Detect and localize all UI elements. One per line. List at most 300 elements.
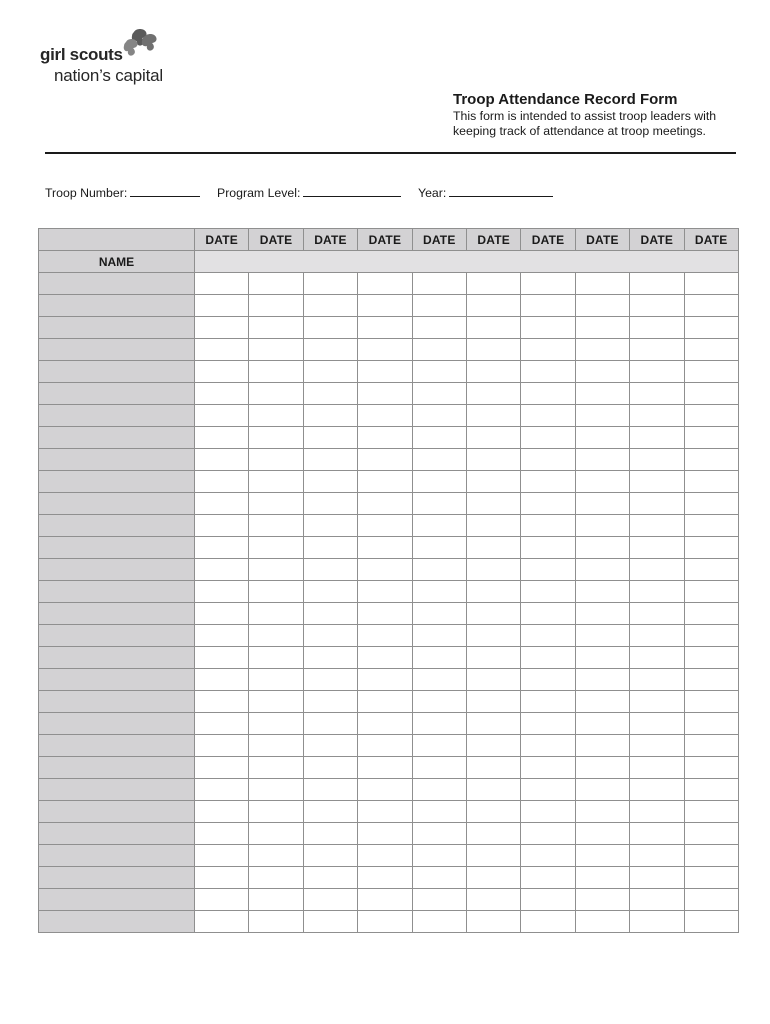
attendance-cell[interactable] <box>249 537 303 559</box>
attendance-cell[interactable] <box>358 295 412 317</box>
attendance-cell[interactable] <box>249 691 303 713</box>
name-cell[interactable] <box>39 735 195 757</box>
attendance-cell[interactable] <box>412 691 466 713</box>
attendance-cell[interactable] <box>466 603 520 625</box>
attendance-cell[interactable] <box>358 801 412 823</box>
date-column-header[interactable]: DATE <box>630 229 684 251</box>
attendance-cell[interactable] <box>358 427 412 449</box>
name-cell[interactable] <box>39 647 195 669</box>
attendance-cell[interactable] <box>249 823 303 845</box>
attendance-cell[interactable] <box>521 867 575 889</box>
attendance-cell[interactable] <box>630 713 684 735</box>
attendance-cell[interactable] <box>195 361 249 383</box>
attendance-cell[interactable] <box>630 691 684 713</box>
name-cell[interactable] <box>39 669 195 691</box>
attendance-cell[interactable] <box>303 779 357 801</box>
attendance-cell[interactable] <box>249 625 303 647</box>
attendance-cell[interactable] <box>249 867 303 889</box>
attendance-cell[interactable] <box>575 911 629 933</box>
date-column-header[interactable]: DATE <box>466 229 520 251</box>
attendance-cell[interactable] <box>684 361 738 383</box>
attendance-cell[interactable] <box>521 339 575 361</box>
attendance-cell[interactable] <box>249 427 303 449</box>
attendance-cell[interactable] <box>303 361 357 383</box>
attendance-cell[interactable] <box>249 405 303 427</box>
attendance-cell[interactable] <box>412 625 466 647</box>
attendance-cell[interactable] <box>521 889 575 911</box>
attendance-cell[interactable] <box>521 405 575 427</box>
attendance-cell[interactable] <box>412 361 466 383</box>
attendance-cell[interactable] <box>303 713 357 735</box>
attendance-cell[interactable] <box>684 317 738 339</box>
program-level-blank[interactable] <box>303 184 401 197</box>
date-column-header[interactable]: DATE <box>249 229 303 251</box>
attendance-cell[interactable] <box>358 515 412 537</box>
attendance-cell[interactable] <box>466 779 520 801</box>
attendance-cell[interactable] <box>249 801 303 823</box>
attendance-cell[interactable] <box>412 801 466 823</box>
attendance-cell[interactable] <box>303 691 357 713</box>
attendance-cell[interactable] <box>684 581 738 603</box>
attendance-cell[interactable] <box>358 493 412 515</box>
attendance-cell[interactable] <box>466 339 520 361</box>
attendance-cell[interactable] <box>412 911 466 933</box>
attendance-cell[interactable] <box>575 493 629 515</box>
attendance-cell[interactable] <box>521 757 575 779</box>
name-cell[interactable] <box>39 889 195 911</box>
attendance-cell[interactable] <box>684 273 738 295</box>
attendance-cell[interactable] <box>303 801 357 823</box>
attendance-cell[interactable] <box>521 295 575 317</box>
attendance-cell[interactable] <box>521 603 575 625</box>
attendance-cell[interactable] <box>303 867 357 889</box>
attendance-cell[interactable] <box>630 339 684 361</box>
attendance-cell[interactable] <box>630 383 684 405</box>
attendance-cell[interactable] <box>358 823 412 845</box>
attendance-cell[interactable] <box>195 911 249 933</box>
attendance-cell[interactable] <box>466 801 520 823</box>
attendance-cell[interactable] <box>249 845 303 867</box>
attendance-cell[interactable] <box>195 801 249 823</box>
attendance-cell[interactable] <box>358 361 412 383</box>
attendance-cell[interactable] <box>303 493 357 515</box>
attendance-cell[interactable] <box>195 339 249 361</box>
attendance-cell[interactable] <box>303 339 357 361</box>
attendance-cell[interactable] <box>303 603 357 625</box>
attendance-cell[interactable] <box>358 647 412 669</box>
attendance-cell[interactable] <box>358 845 412 867</box>
attendance-cell[interactable] <box>521 845 575 867</box>
attendance-cell[interactable] <box>684 867 738 889</box>
attendance-cell[interactable] <box>575 647 629 669</box>
attendance-cell[interactable] <box>521 801 575 823</box>
name-cell[interactable] <box>39 493 195 515</box>
year-field[interactable] <box>418 184 553 200</box>
attendance-cell[interactable] <box>249 779 303 801</box>
attendance-cell[interactable] <box>303 757 357 779</box>
attendance-cell[interactable] <box>466 647 520 669</box>
attendance-cell[interactable] <box>466 735 520 757</box>
troop-number-blank[interactable] <box>130 184 200 197</box>
attendance-cell[interactable] <box>195 471 249 493</box>
attendance-cell[interactable] <box>521 691 575 713</box>
attendance-cell[interactable] <box>521 559 575 581</box>
attendance-cell[interactable] <box>466 493 520 515</box>
attendance-cell[interactable] <box>575 449 629 471</box>
attendance-cell[interactable] <box>249 515 303 537</box>
attendance-cell[interactable] <box>249 713 303 735</box>
attendance-cell[interactable] <box>466 867 520 889</box>
attendance-cell[interactable] <box>195 867 249 889</box>
attendance-cell[interactable] <box>249 889 303 911</box>
attendance-cell[interactable] <box>412 867 466 889</box>
attendance-cell[interactable] <box>630 405 684 427</box>
attendance-cell[interactable] <box>466 691 520 713</box>
attendance-cell[interactable] <box>466 911 520 933</box>
attendance-cell[interactable] <box>575 405 629 427</box>
date-column-header[interactable]: DATE <box>358 229 412 251</box>
attendance-cell[interactable] <box>575 779 629 801</box>
attendance-cell[interactable] <box>684 471 738 493</box>
name-cell[interactable] <box>39 713 195 735</box>
attendance-cell[interactable] <box>466 757 520 779</box>
attendance-cell[interactable] <box>195 889 249 911</box>
attendance-cell[interactable] <box>521 713 575 735</box>
attendance-cell[interactable] <box>412 471 466 493</box>
attendance-cell[interactable] <box>358 317 412 339</box>
attendance-cell[interactable] <box>303 427 357 449</box>
date-column-header[interactable]: DATE <box>684 229 738 251</box>
attendance-cell[interactable] <box>249 669 303 691</box>
attendance-cell[interactable] <box>195 757 249 779</box>
attendance-cell[interactable] <box>521 625 575 647</box>
attendance-cell[interactable] <box>521 581 575 603</box>
name-cell[interactable] <box>39 911 195 933</box>
attendance-cell[interactable] <box>466 471 520 493</box>
attendance-cell[interactable] <box>358 339 412 361</box>
attendance-cell[interactable] <box>630 823 684 845</box>
attendance-cell[interactable] <box>466 845 520 867</box>
attendance-cell[interactable] <box>358 581 412 603</box>
attendance-cell[interactable] <box>303 515 357 537</box>
name-cell[interactable] <box>39 405 195 427</box>
attendance-cell[interactable] <box>684 339 738 361</box>
attendance-cell[interactable] <box>412 823 466 845</box>
attendance-cell[interactable] <box>521 735 575 757</box>
attendance-cell[interactable] <box>412 427 466 449</box>
attendance-cell[interactable] <box>575 383 629 405</box>
attendance-cell[interactable] <box>684 669 738 691</box>
attendance-cell[interactable] <box>684 845 738 867</box>
date-column-header[interactable]: DATE <box>303 229 357 251</box>
attendance-cell[interactable] <box>630 537 684 559</box>
attendance-cell[interactable] <box>358 691 412 713</box>
attendance-cell[interactable] <box>358 735 412 757</box>
name-cell[interactable] <box>39 867 195 889</box>
attendance-cell[interactable] <box>466 713 520 735</box>
attendance-cell[interactable] <box>575 515 629 537</box>
attendance-cell[interactable] <box>521 427 575 449</box>
attendance-cell[interactable] <box>195 779 249 801</box>
date-column-header[interactable]: DATE <box>412 229 466 251</box>
attendance-cell[interactable] <box>249 449 303 471</box>
attendance-cell[interactable] <box>195 537 249 559</box>
name-cell[interactable] <box>39 515 195 537</box>
attendance-cell[interactable] <box>195 691 249 713</box>
attendance-cell[interactable] <box>195 493 249 515</box>
attendance-cell[interactable] <box>358 405 412 427</box>
attendance-cell[interactable] <box>521 515 575 537</box>
attendance-cell[interactable] <box>412 295 466 317</box>
attendance-cell[interactable] <box>630 471 684 493</box>
attendance-cell[interactable] <box>684 801 738 823</box>
attendance-cell[interactable] <box>630 801 684 823</box>
attendance-cell[interactable] <box>412 449 466 471</box>
attendance-cell[interactable] <box>630 669 684 691</box>
attendance-cell[interactable] <box>412 383 466 405</box>
attendance-cell[interactable] <box>521 273 575 295</box>
attendance-cell[interactable] <box>358 383 412 405</box>
attendance-cell[interactable] <box>575 757 629 779</box>
attendance-cell[interactable] <box>521 493 575 515</box>
attendance-cell[interactable] <box>684 779 738 801</box>
attendance-cell[interactable] <box>630 581 684 603</box>
attendance-cell[interactable] <box>195 449 249 471</box>
attendance-cell[interactable] <box>630 757 684 779</box>
attendance-cell[interactable] <box>195 405 249 427</box>
date-column-header[interactable]: DATE <box>195 229 249 251</box>
attendance-cell[interactable] <box>195 515 249 537</box>
attendance-cell[interactable] <box>195 823 249 845</box>
attendance-cell[interactable] <box>684 691 738 713</box>
attendance-cell[interactable] <box>521 383 575 405</box>
attendance-cell[interactable] <box>521 669 575 691</box>
attendance-cell[interactable] <box>630 625 684 647</box>
attendance-cell[interactable] <box>195 713 249 735</box>
attendance-cell[interactable] <box>195 559 249 581</box>
attendance-cell[interactable] <box>249 361 303 383</box>
name-cell[interactable] <box>39 779 195 801</box>
name-cell[interactable] <box>39 603 195 625</box>
attendance-cell[interactable] <box>249 603 303 625</box>
attendance-cell[interactable] <box>358 713 412 735</box>
attendance-cell[interactable] <box>303 845 357 867</box>
attendance-cell[interactable] <box>684 911 738 933</box>
name-cell[interactable] <box>39 317 195 339</box>
attendance-cell[interactable] <box>412 713 466 735</box>
attendance-cell[interactable] <box>575 867 629 889</box>
attendance-cell[interactable] <box>575 559 629 581</box>
attendance-cell[interactable] <box>684 603 738 625</box>
attendance-cell[interactable] <box>630 449 684 471</box>
attendance-cell[interactable] <box>466 273 520 295</box>
name-cell[interactable] <box>39 559 195 581</box>
name-cell[interactable] <box>39 581 195 603</box>
attendance-cell[interactable] <box>195 669 249 691</box>
attendance-cell[interactable] <box>303 405 357 427</box>
attendance-cell[interactable] <box>630 317 684 339</box>
attendance-cell[interactable] <box>521 449 575 471</box>
attendance-cell[interactable] <box>684 647 738 669</box>
attendance-cell[interactable] <box>466 559 520 581</box>
attendance-cell[interactable] <box>195 317 249 339</box>
attendance-cell[interactable] <box>303 823 357 845</box>
attendance-cell[interactable] <box>412 317 466 339</box>
attendance-cell[interactable] <box>303 911 357 933</box>
date-column-header[interactable]: DATE <box>521 229 575 251</box>
attendance-cell[interactable] <box>358 537 412 559</box>
attendance-cell[interactable] <box>249 493 303 515</box>
attendance-cell[interactable] <box>412 779 466 801</box>
attendance-cell[interactable] <box>195 295 249 317</box>
attendance-cell[interactable] <box>303 471 357 493</box>
attendance-cell[interactable] <box>575 713 629 735</box>
attendance-cell[interactable] <box>466 625 520 647</box>
attendance-cell[interactable] <box>630 295 684 317</box>
attendance-cell[interactable] <box>358 449 412 471</box>
name-cell[interactable] <box>39 757 195 779</box>
attendance-cell[interactable] <box>575 889 629 911</box>
attendance-cell[interactable] <box>412 757 466 779</box>
attendance-cell[interactable] <box>466 889 520 911</box>
attendance-cell[interactable] <box>630 493 684 515</box>
name-cell[interactable] <box>39 691 195 713</box>
attendance-cell[interactable] <box>575 603 629 625</box>
attendance-cell[interactable] <box>684 713 738 735</box>
name-cell[interactable] <box>39 383 195 405</box>
attendance-cell[interactable] <box>249 911 303 933</box>
attendance-cell[interactable] <box>466 317 520 339</box>
attendance-cell[interactable] <box>684 515 738 537</box>
attendance-cell[interactable] <box>303 559 357 581</box>
program-level-field[interactable] <box>217 184 401 200</box>
attendance-cell[interactable] <box>575 691 629 713</box>
attendance-cell[interactable] <box>630 515 684 537</box>
name-cell[interactable] <box>39 449 195 471</box>
attendance-cell[interactable] <box>630 361 684 383</box>
attendance-cell[interactable] <box>684 823 738 845</box>
attendance-cell[interactable] <box>412 537 466 559</box>
attendance-cell[interactable] <box>358 471 412 493</box>
attendance-cell[interactable] <box>466 669 520 691</box>
attendance-cell[interactable] <box>249 471 303 493</box>
attendance-cell[interactable] <box>684 735 738 757</box>
attendance-cell[interactable] <box>575 669 629 691</box>
attendance-cell[interactable] <box>412 889 466 911</box>
attendance-cell[interactable] <box>630 427 684 449</box>
attendance-cell[interactable] <box>195 735 249 757</box>
attendance-cell[interactable] <box>684 295 738 317</box>
attendance-cell[interactable] <box>412 735 466 757</box>
attendance-cell[interactable] <box>249 383 303 405</box>
attendance-cell[interactable] <box>358 779 412 801</box>
attendance-cell[interactable] <box>358 757 412 779</box>
attendance-cell[interactable] <box>521 361 575 383</box>
attendance-cell[interactable] <box>358 889 412 911</box>
attendance-cell[interactable] <box>684 405 738 427</box>
attendance-cell[interactable] <box>412 273 466 295</box>
name-cell[interactable] <box>39 625 195 647</box>
attendance-cell[interactable] <box>358 559 412 581</box>
attendance-cell[interactable] <box>630 559 684 581</box>
attendance-cell[interactable] <box>412 845 466 867</box>
attendance-cell[interactable] <box>684 427 738 449</box>
attendance-cell[interactable] <box>575 735 629 757</box>
attendance-cell[interactable] <box>249 295 303 317</box>
attendance-cell[interactable] <box>195 581 249 603</box>
attendance-cell[interactable] <box>466 383 520 405</box>
attendance-cell[interactable] <box>303 581 357 603</box>
attendance-cell[interactable] <box>195 625 249 647</box>
attendance-cell[interactable] <box>303 537 357 559</box>
attendance-cell[interactable] <box>249 559 303 581</box>
attendance-cell[interactable] <box>412 559 466 581</box>
name-cell[interactable] <box>39 845 195 867</box>
attendance-cell[interactable] <box>575 801 629 823</box>
attendance-cell[interactable] <box>575 625 629 647</box>
attendance-cell[interactable] <box>303 625 357 647</box>
attendance-cell[interactable] <box>358 911 412 933</box>
attendance-cell[interactable] <box>249 757 303 779</box>
attendance-cell[interactable] <box>195 383 249 405</box>
attendance-cell[interactable] <box>684 537 738 559</box>
attendance-cell[interactable] <box>466 361 520 383</box>
attendance-cell[interactable] <box>630 647 684 669</box>
name-cell[interactable] <box>39 295 195 317</box>
attendance-cell[interactable] <box>575 339 629 361</box>
attendance-cell[interactable] <box>466 515 520 537</box>
attendance-cell[interactable] <box>630 603 684 625</box>
year-blank[interactable] <box>449 184 553 197</box>
name-cell[interactable] <box>39 471 195 493</box>
attendance-cell[interactable] <box>575 317 629 339</box>
attendance-cell[interactable] <box>575 427 629 449</box>
attendance-cell[interactable] <box>684 449 738 471</box>
attendance-cell[interactable] <box>412 515 466 537</box>
attendance-cell[interactable] <box>412 493 466 515</box>
attendance-cell[interactable] <box>195 647 249 669</box>
date-column-header[interactable]: DATE <box>575 229 629 251</box>
attendance-cell[interactable] <box>466 405 520 427</box>
attendance-cell[interactable] <box>630 779 684 801</box>
attendance-cell[interactable] <box>684 889 738 911</box>
attendance-cell[interactable] <box>249 647 303 669</box>
attendance-cell[interactable] <box>249 273 303 295</box>
attendance-cell[interactable] <box>358 603 412 625</box>
attendance-cell[interactable] <box>575 295 629 317</box>
name-cell[interactable] <box>39 823 195 845</box>
attendance-cell[interactable] <box>630 273 684 295</box>
attendance-cell[interactable] <box>684 757 738 779</box>
attendance-cell[interactable] <box>358 273 412 295</box>
attendance-cell[interactable] <box>521 471 575 493</box>
attendance-cell[interactable] <box>195 273 249 295</box>
name-cell[interactable] <box>39 537 195 559</box>
attendance-cell[interactable] <box>466 449 520 471</box>
attendance-cell[interactable] <box>630 911 684 933</box>
attendance-cell[interactable] <box>358 669 412 691</box>
attendance-cell[interactable] <box>575 361 629 383</box>
attendance-cell[interactable] <box>630 735 684 757</box>
name-cell[interactable] <box>39 273 195 295</box>
troop-number-field[interactable] <box>45 184 200 200</box>
attendance-cell[interactable] <box>195 845 249 867</box>
attendance-cell[interactable] <box>575 471 629 493</box>
attendance-cell[interactable] <box>412 603 466 625</box>
attendance-cell[interactable] <box>684 493 738 515</box>
attendance-cell[interactable] <box>303 449 357 471</box>
attendance-cell[interactable] <box>684 559 738 581</box>
